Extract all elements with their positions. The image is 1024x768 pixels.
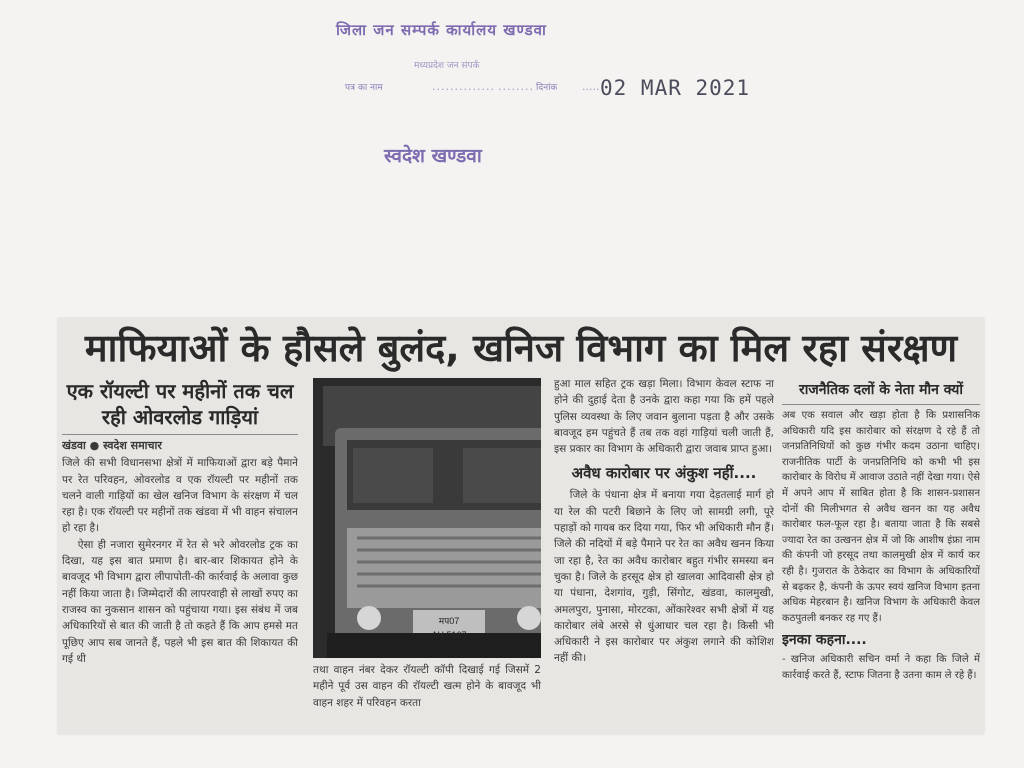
divider: [782, 404, 980, 405]
article-column-3: [554, 376, 774, 732]
truck-plate-bottom: AH 5167: [431, 630, 467, 640]
truck-plate-top: मप07: [438, 616, 460, 626]
divider: [62, 434, 298, 435]
article-paragraph: तथा वाहन नंबर देकर रॉयल्टी कॉपी दिखाई गई जिसमें 2 महीने पूर्व उस वाहन की रॉयल्टी खत्म होने के बावजूद भी वाहन शहर में परिवहन करता: [313, 664, 541, 709]
article-paragraph: अब एक सवाल और खड़ा होता है कि प्रशासनिक अधिकारी यदि इस कारोबार को संरक्षण दे रहे हैं तो जनप्रतिनिधियों को कुछ गंभीर कदम उठाना चाहिए। राजनीतिक पार्टी के जनप्रतिनिधि को कभी भी इस कारोबार के विरोध में आवाज उठाते नहीं देखा गया। ऐसे में अपने आप में साबित होता है कि शासन-प्रशासन दोनों की मिलीभगत से अवैध खनन का यह अवैध कारोबार फल-फूल रहा है। बताया जाता है कि सबसे ज्यादा रेत का उत्खनन क्षेत्र में जो कि आशीष इंफ्रा नाम की कंपनी जो हरसूद तथा कालमुखी क्षेत्र में कार्य कर रही है। गुजरात के ठेकेदार का विभाग के अधिकारियों से बढ़कर है, कंपनी के ऊपर स्वयं खनिज विभाग इतना अधिक मेहरबान है। खनिज विभाग के अधिकारी केवल कठपुतली बनकर रह गए हैं।: [782, 410, 980, 624]
article-column-4: [782, 380, 980, 732]
article-subheadline: एक रॉयल्टी पर महीनों तक चल रही ओवरलोड गाड़ियां: [66, 379, 294, 429]
truck-photo: [313, 378, 541, 658]
stamp-office-name: जिला जन सम्पर्क कार्यालय खण्डवा: [336, 21, 547, 39]
article-byline: खंडवा ● स्वदेश समाचार: [62, 439, 162, 452]
stamp-subtitle: मध्यप्रदेश जन संपर्क: [414, 61, 480, 71]
section-heading: अवैध कारोबार पर अंकुश नहीं....: [571, 464, 757, 483]
article-paragraph: ऐसा ही नजारा सुमेरनगर में रेत से भरे ओवरलोड ट्रक का दिखा, यह इस बात प्रमाण है। बार-बार शिकायत होने के बावजूद भी विभाग द्वारा लीपापोती-की कार्रवाई के अलावा कुछ नहीं किया जाता है। जिम्मेदारों की लापरवाही से लाखों रुपए का राजस्व का नुकसान शासन को पहुंचाया गया। इस संबंध में जब अधिकारियों से बात की जाती है तो कहते हैं कि आप हमसे मत पूछिए आप सब जानते हैं, पहले भी इस बात की शिकायत की गई थी: [62, 538, 298, 665]
newspaper-name-stamp: स्वदेश खण्डवा: [384, 145, 482, 167]
stamp-dots: .....: [582, 80, 600, 93]
stamp-dots: ..............: [432, 80, 495, 93]
article-column-1: [62, 376, 298, 732]
article-paragraph: जिले की सभी विधानसभा क्षेत्रों में माफियाओं द्वारा बड़े पैमाने पर रेत परिवहन, ओवरलोड व एक रॉयल्टी पर महीनों तक चलने वाली गाड़ियों का खेल खनिज विभाग के संरक्षण में चल रहा है। एक रॉयल्टी पर महीनों तक खंडवा में भी वाहन संचालन हो रहा है।: [62, 457, 298, 535]
article-column-2: [313, 662, 541, 732]
truck-photo-image: [313, 378, 541, 658]
article-quote: - खनिज अधिकारी सचिन वर्मा ने कहा कि जिले में कार्रवाई करते हैं, स्टाफ जितना है उतना काम ले रहे हैं।: [782, 654, 980, 681]
newspaper-clipping: [58, 318, 984, 734]
section-heading: इनका कहना....: [782, 632, 867, 649]
stamp-dots: ........: [498, 80, 534, 93]
stamp-date-label: दिनांक: [536, 83, 558, 93]
section-heading: राजनैतिक दलों के नेता मौन क्यों: [799, 382, 963, 398]
stamp-date: 02 MAR 2021: [600, 76, 751, 100]
article-paragraph: हुआ माल सहित ट्रक खड़ा मिला। विभाग केवल स्टाफ ना होने की दुहाई देता है उनके द्वारा कहा गया कि हमें पहले पुलिस व्यवस्था के लिए जवान बुलाना पड़ता है और उसके बावजूद हम पहुंचते हैं तब तक वहां गाड़ियां चली जाती हैं, इस प्रकार का विभाग के अधिकारी द्वारा जवाब प्राप्त हुआ।: [554, 378, 774, 456]
article-headline: माफियाओं के हौसले बुलंद, खनिज विभाग का मिल रहा संरक्षण: [84, 326, 958, 370]
stamp-newspaper-label: पत्र का नाम: [345, 83, 383, 93]
article-paragraph: जिले के पंधाना क्षेत्र में बनाया गया देड़तलाई मार्ग हो या रेल की पटरी बिछाने के लिए जो सामग्री लगी, पूरे पहाड़ों को गायब कर दिया गया, फिर भी अधिकारी मौन हैं। जिले की नदियों में बड़े पैमाने पर रेत का अवैध खनन किया जा रहा है, रेत का अवैध कारोबार बहुत गंभीर समस्या बन चुका है। जिले के हरसूद क्षेत्र हो खालवा आदिवासी क्षेत्र हो या पंधाना, देशगांव, गुड़ी, सिंगोट, खंडवा, कालमुखी, अमलपुरा, पुनासा, मोरटका, ओंकारेश्वर सभी क्षेत्रों में यह कारोबार लंबे अरसे से धुंआधार चल रहा है। किसी भी अधिकारी ने इस कारोबार पर अंकुश लगाने की कोशिश नहीं की।: [554, 489, 774, 665]
